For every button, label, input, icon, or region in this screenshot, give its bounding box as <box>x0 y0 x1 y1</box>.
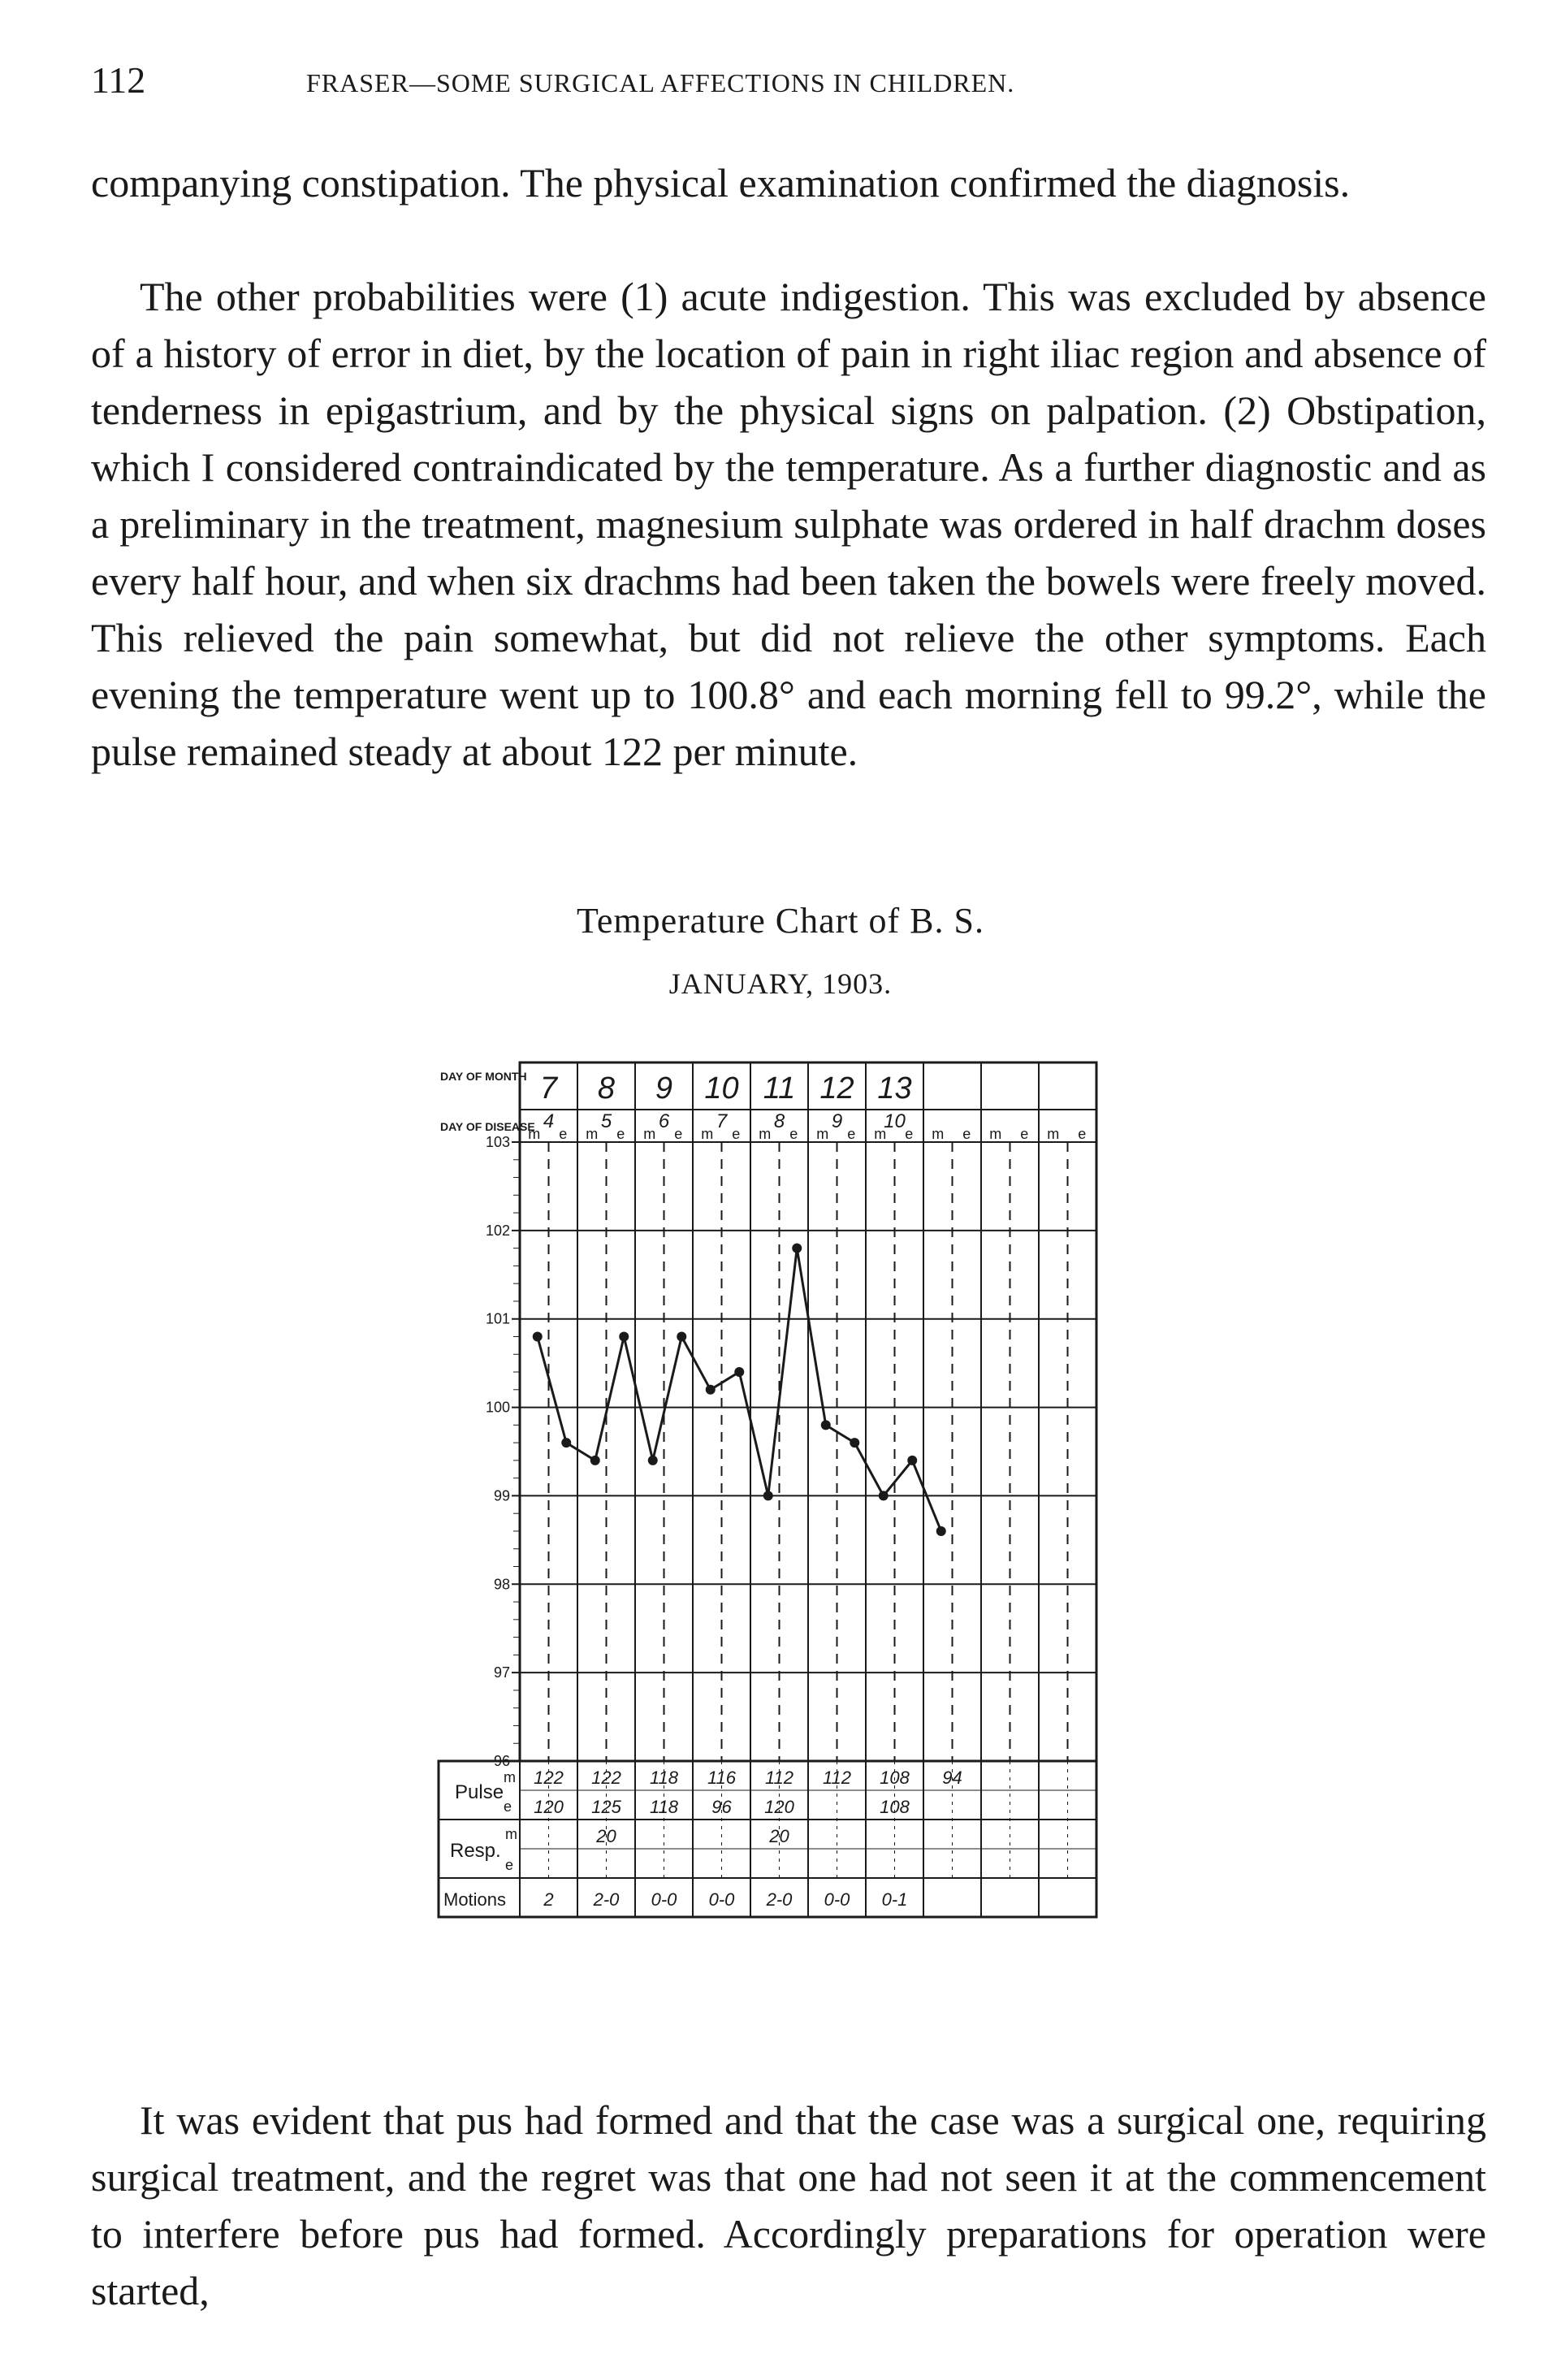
pulse-morning-value: 94 <box>942 1768 962 1788</box>
y-tick-label: 101 <box>485 1310 510 1327</box>
pulse-morning-value: 122 <box>534 1768 564 1788</box>
paragraph: It was evident that pus had formed and that the case was a surgical one, requiring surgical treatment, and the regret was that one had not seen it at the commencement to interfere before pus had formed. Accordingly preparations for operation were started, <box>91 2097 1486 2313</box>
page-number: 112 <box>91 59 146 101</box>
day-of-disease-value: 9 <box>831 1110 843 1132</box>
me-label: e <box>559 1126 568 1142</box>
temperature-point <box>706 1385 716 1395</box>
motions-value: 0-0 <box>708 1889 735 1910</box>
day-of-disease-value: 6 <box>658 1110 670 1132</box>
day-of-month-value: 13 <box>877 1071 912 1106</box>
me-label: e <box>905 1126 914 1142</box>
pulse-m-label: m <box>504 1769 516 1785</box>
motions-value: 0-0 <box>651 1889 677 1910</box>
pulse-morning-value: 118 <box>649 1768 679 1788</box>
temperature-point <box>533 1331 543 1341</box>
pulse-evening-value: 96 <box>711 1797 732 1817</box>
me-label: m <box>528 1126 541 1142</box>
temperature-point <box>648 1456 658 1465</box>
y-tick-label: 97 <box>493 1664 510 1681</box>
day-of-month-value: 10 <box>704 1071 739 1106</box>
label-resp: Resp. <box>450 1840 501 1862</box>
temperature-point <box>619 1331 629 1341</box>
day-of-disease-value: 8 <box>773 1110 785 1132</box>
day-of-month-value: 9 <box>655 1071 673 1106</box>
me-label: e <box>847 1126 856 1142</box>
resp-m-label: m <box>505 1826 517 1842</box>
me-label: m <box>643 1126 656 1142</box>
temperature-point <box>936 1526 946 1536</box>
temperature-chart <box>430 1048 1121 2055</box>
motions-value: 2 <box>543 1889 554 1910</box>
day-of-month-value: 7 <box>539 1071 558 1106</box>
me-label: m <box>701 1126 714 1142</box>
chart-title: Temperature Chart of B. S. <box>577 901 984 941</box>
label-pulse: Pulse <box>455 1781 504 1803</box>
pulse-morning-value: 122 <box>591 1768 621 1788</box>
paragraph: The other probabilities were (1) acute indigestion. This was excluded by absence of a history of error in diet, by the location of pain in right iliac region and absence of tenderness in epigastrium, and by the physical signs on palpation. (2) Obstipation, which I considered contraindicated by the temperature. As a further diagnostic and as a preliminary in the treatment, magnesium sulphate was ordered in half drachm doses every half hour, and when six drachms had been taken the bowels were freely moved. This relieved the pain somewhat, but did not relieve the other symptoms. Each evening the temperature went up to 100.8° and each morning fell to 99.2°, while the pulse remained steady at about 122 per minute. <box>91 274 1486 774</box>
motions-value: 2-0 <box>766 1889 793 1910</box>
me-label: e <box>1020 1126 1029 1142</box>
y-tick-label: 98 <box>493 1576 510 1593</box>
y-tick-label: 99 <box>493 1487 510 1504</box>
label-day-of-disease: DAY OF DISEASE <box>440 1120 535 1133</box>
pulse-morning-value: 116 <box>707 1768 737 1788</box>
me-label: m <box>586 1126 599 1142</box>
me-label: m <box>874 1126 887 1142</box>
pulse-morning-value: 112 <box>764 1768 794 1788</box>
me-label: e <box>732 1126 741 1142</box>
me-label: e <box>674 1126 683 1142</box>
label-day-of-month: DAY OF MONTH <box>440 1070 527 1083</box>
page-header <box>91 58 1488 107</box>
motions-value: 0-1 <box>881 1889 908 1910</box>
day-of-disease-value: 5 <box>600 1110 612 1132</box>
pulse-evening-value: 118 <box>649 1797 679 1817</box>
pulse-evening-value: 120 <box>764 1797 794 1817</box>
paragraph: companying constipation. The physical examination confirmed the diagnosis. <box>91 160 1351 206</box>
temperature-point <box>850 1438 859 1447</box>
y-tick-label: 100 <box>485 1399 510 1416</box>
me-label: m <box>989 1126 1002 1142</box>
day-of-month-value: 11 <box>763 1071 796 1106</box>
temperature-point <box>763 1491 773 1500</box>
running-head: FRASER—SOME SURGICAL AFFECTIONS IN CHILDREN. <box>306 68 1015 97</box>
y-tick-label: 96 <box>493 1753 510 1769</box>
me-label: m <box>1047 1126 1060 1142</box>
label-motions: Motions <box>443 1889 507 1910</box>
me-label: m <box>816 1126 829 1142</box>
pulse-evening-value: 108 <box>880 1797 910 1817</box>
temperature-point <box>907 1456 917 1465</box>
temperature-point <box>879 1491 889 1500</box>
temperature-point <box>561 1438 571 1447</box>
temperature-point <box>792 1244 802 1253</box>
resp-e-label: e <box>505 1857 514 1873</box>
me-label: e <box>789 1126 798 1142</box>
y-tick-label: 102 <box>485 1222 510 1239</box>
temperature-point <box>677 1331 686 1341</box>
pulse-e-label: e <box>504 1798 512 1815</box>
temperature-point <box>734 1367 744 1377</box>
me-label: m <box>932 1126 945 1142</box>
pulse-evening-value: 125 <box>591 1797 621 1817</box>
temperature-line <box>538 1248 941 1531</box>
day-of-disease-value: 4 <box>543 1110 555 1132</box>
resp-morning-value: 20 <box>596 1826 616 1846</box>
temperature-point <box>821 1420 831 1430</box>
y-tick-label: 103 <box>485 1134 510 1150</box>
chart-subtitle: JANUARY, 1903. <box>668 967 893 1000</box>
pulse-evening-value: 120 <box>534 1797 564 1817</box>
pulse-morning-value: 112 <box>822 1768 852 1788</box>
day-of-month-value: 8 <box>597 1071 616 1106</box>
motions-value: 2-0 <box>593 1889 620 1910</box>
day-of-month-value: 12 <box>819 1071 854 1106</box>
motions-value: 0-0 <box>824 1889 850 1910</box>
day-of-disease-value: 7 <box>716 1110 728 1132</box>
me-label: m <box>759 1126 772 1142</box>
me-label: e <box>1078 1126 1087 1142</box>
me-label: e <box>616 1126 625 1142</box>
temperature-point <box>590 1456 600 1465</box>
day-of-disease-value: 10 <box>884 1110 906 1132</box>
resp-morning-value: 20 <box>769 1826 789 1846</box>
me-label: e <box>962 1126 971 1142</box>
pulse-morning-value: 108 <box>880 1768 910 1788</box>
